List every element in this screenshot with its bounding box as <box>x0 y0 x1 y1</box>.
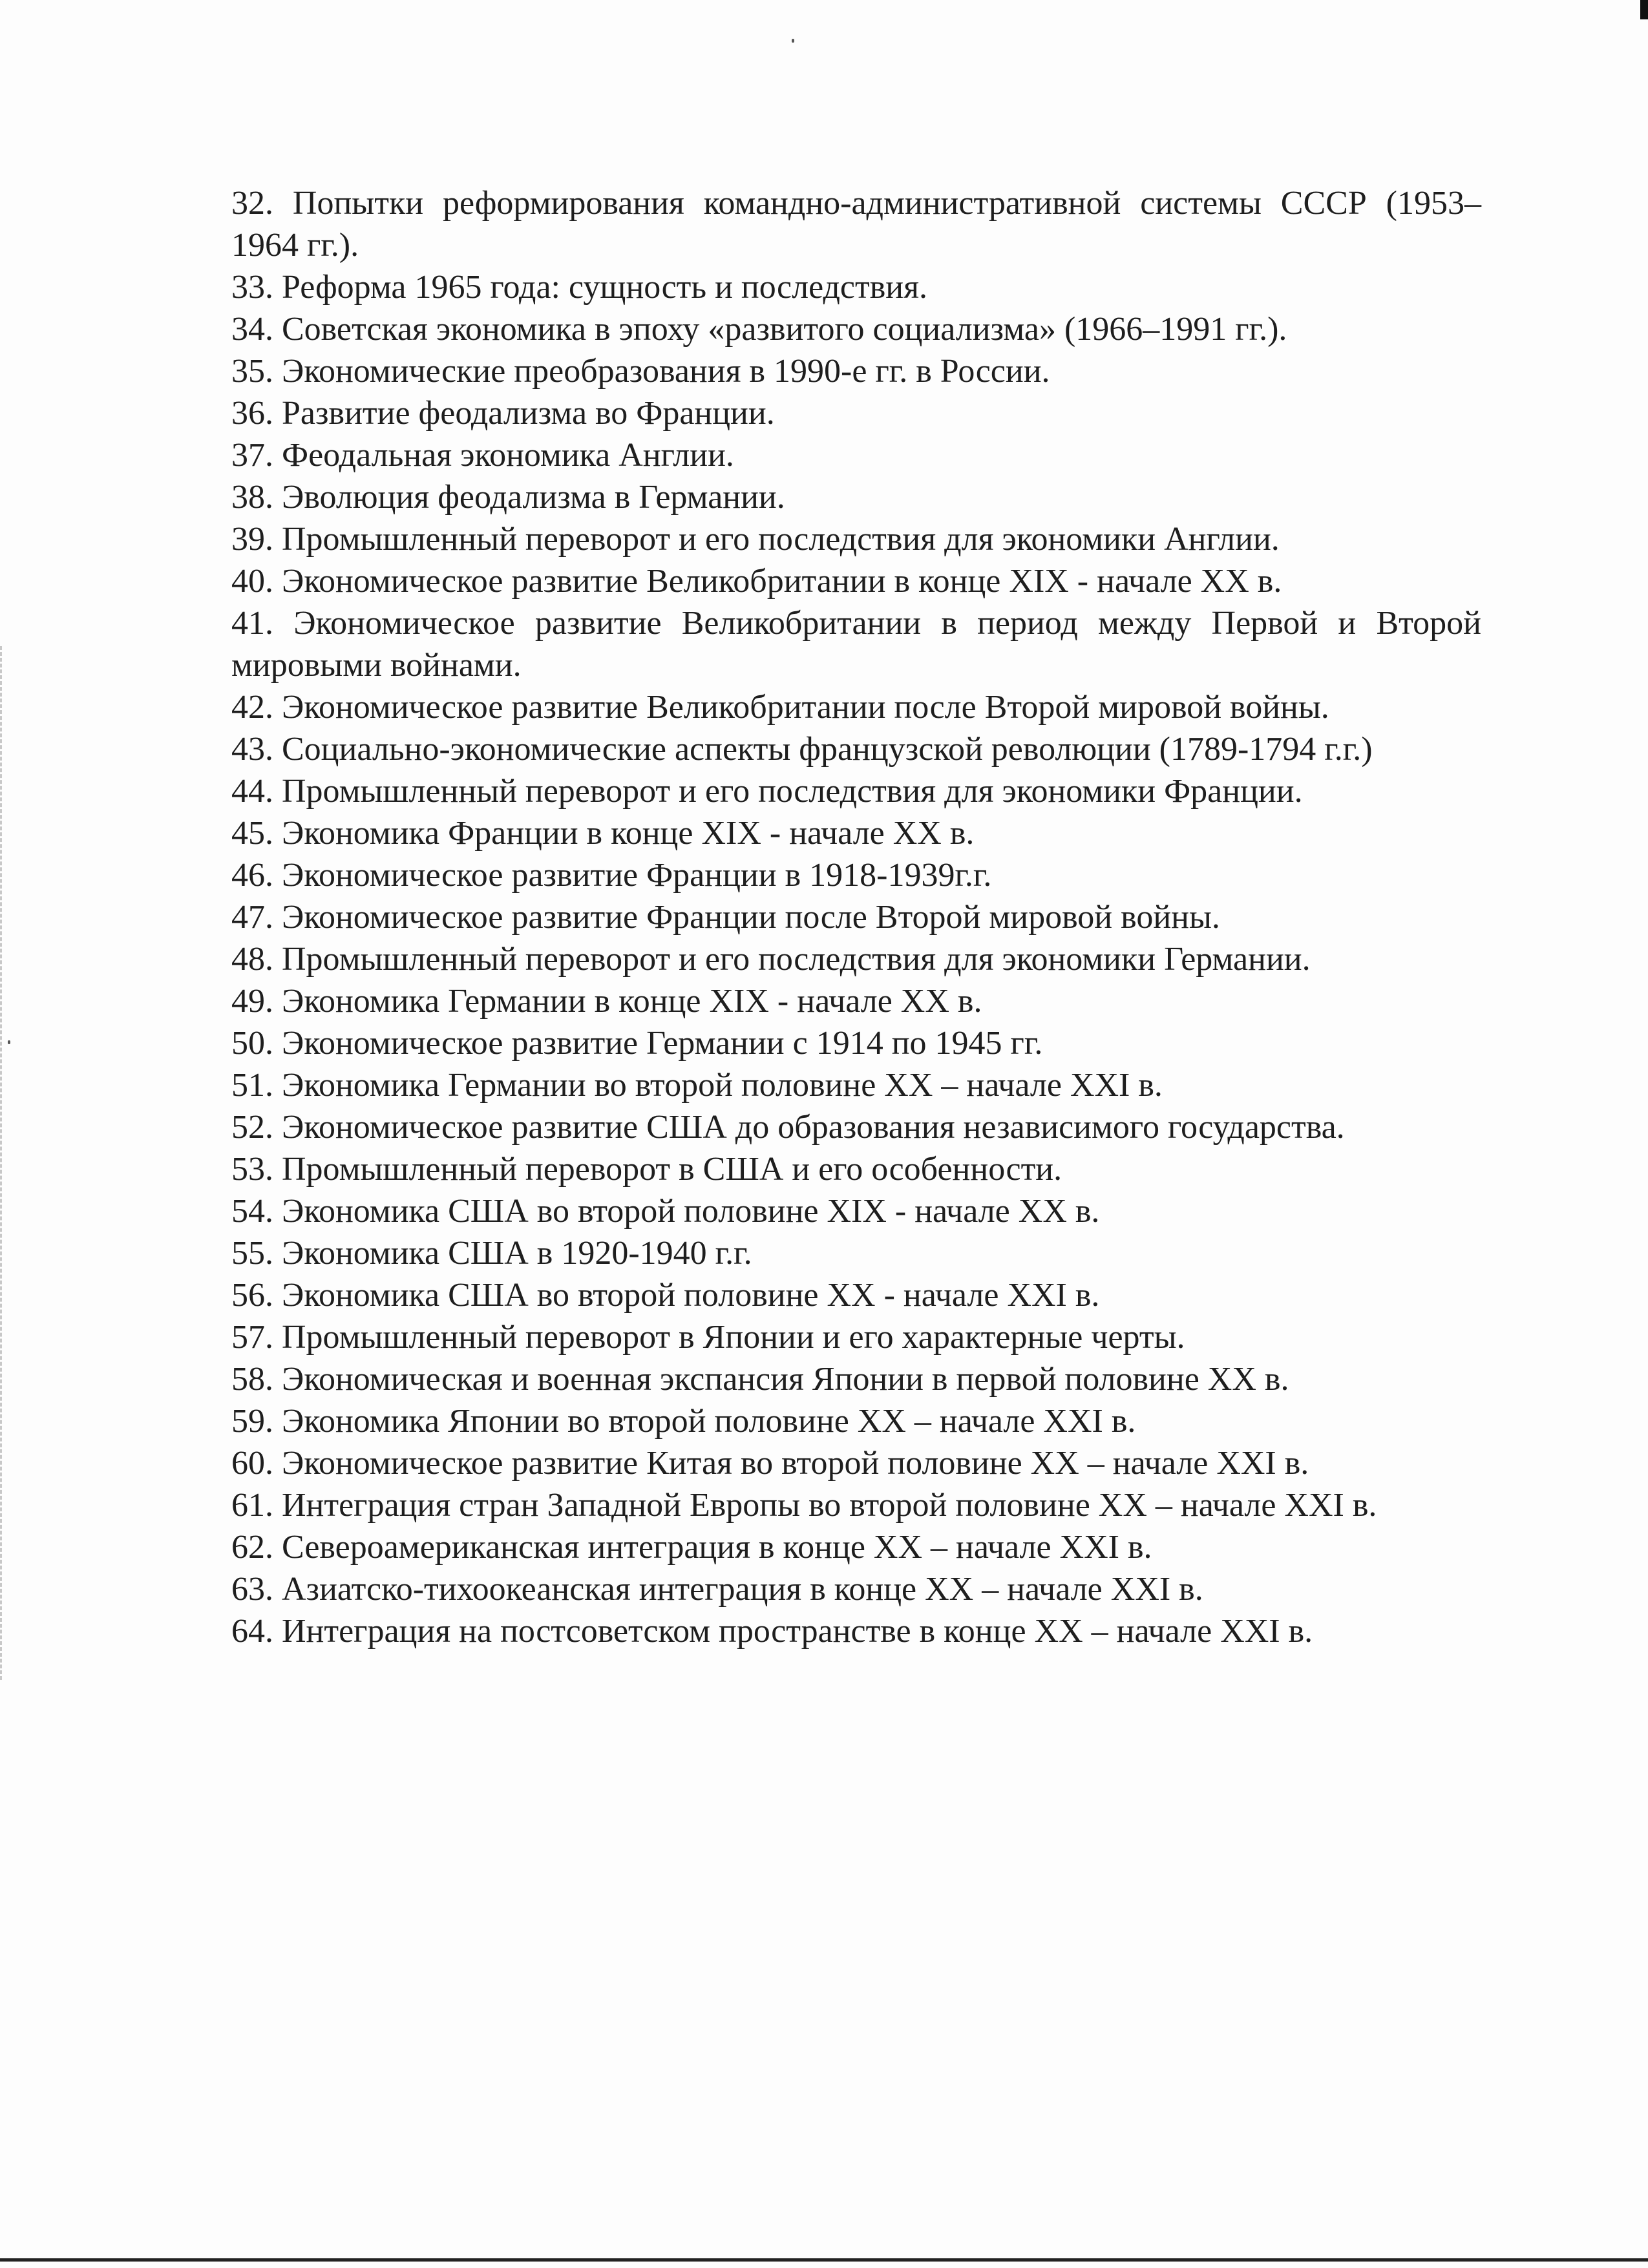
question-text: Советская экономика в эпоху «развитого социализма» (1966–1991 гг.). <box>282 311 1287 348</box>
question-number: 38. <box>231 479 273 516</box>
question-item <box>231 1442 1481 1484</box>
question-number: 35. <box>231 353 273 390</box>
question-number: 47. <box>231 899 273 936</box>
question-item <box>231 560 1481 602</box>
question-item <box>231 308 1481 350</box>
scan-margin-noise <box>0 646 6 1680</box>
question-text: Феодальная экономика Англии. <box>282 437 734 474</box>
question-item <box>231 1568 1481 1610</box>
question-number: 59. <box>231 1403 273 1440</box>
exam-question-list <box>231 182 1481 1652</box>
question-text: Экономика Японии во второй половине XX – начале XXI в. <box>282 1403 1136 1440</box>
question-number: 36. <box>231 395 273 432</box>
question-number: 40. <box>231 563 273 600</box>
question-text: Промышленный переворот в Японии и его характерные черты. <box>282 1319 1185 1356</box>
question-text: Промышленный переворот и его последствия для экономики Франции. <box>282 773 1303 810</box>
question-number: 58. <box>231 1361 273 1398</box>
question-text: Экономическое развитие Великобритании в период между Первой и Второй мировыми войнами. <box>231 605 1482 684</box>
question-number: 32. <box>231 185 273 222</box>
question-item <box>231 1484 1481 1526</box>
question-item <box>231 896 1481 938</box>
question-number: 34. <box>231 311 273 348</box>
question-text: Экономика США в 1920-1940 г.г. <box>282 1235 752 1272</box>
question-number: 62. <box>231 1529 273 1566</box>
question-text: Североамериканская интеграция в конце XX – начале XXI в. <box>282 1529 1152 1566</box>
question-text: Промышленный переворот в США и его особенности. <box>282 1151 1062 1188</box>
question-number: 48. <box>231 941 273 978</box>
question-item <box>231 980 1481 1022</box>
question-item <box>231 686 1481 728</box>
question-item <box>231 728 1481 770</box>
question-text: Экономика Германии в конце XIX - начале XX в. <box>282 983 982 1020</box>
question-item <box>231 854 1481 896</box>
question-text: Эволюция феодализма в Германии. <box>282 479 785 516</box>
question-text: Интеграция на постсоветском пространстве в конце XX – начале XXI в. <box>282 1613 1313 1650</box>
question-item <box>231 1064 1481 1106</box>
question-item <box>231 1232 1481 1274</box>
question-number: 44. <box>231 773 273 810</box>
question-number: 42. <box>231 689 273 726</box>
question-number: 41. <box>231 605 273 642</box>
question-text: Экономика США во второй половине XIX - начале XX в. <box>282 1193 1100 1230</box>
question-text: Экономическое развитие США до образования независимого государства. <box>282 1109 1345 1146</box>
question-number: 51. <box>231 1067 273 1104</box>
question-item <box>231 1400 1481 1442</box>
question-item <box>231 1358 1481 1400</box>
question-item <box>231 518 1481 560</box>
question-number: 46. <box>231 857 273 894</box>
question-number: 43. <box>231 731 273 768</box>
question-number: 54. <box>231 1193 273 1230</box>
question-text: Реформа 1965 года: сущность и последствия. <box>282 269 928 306</box>
question-text: Экономическая и военная экспансия Японии в первой половине XX в. <box>282 1361 1289 1398</box>
question-text: Промышленный переворот и его последствия для экономики Германии. <box>282 941 1311 978</box>
question-item <box>231 266 1481 308</box>
scan-speck <box>8 1040 10 1044</box>
question-number: 57. <box>231 1319 273 1356</box>
question-text: Азиатско-тихоокеанская интеграция в конце XX – начале XXI в. <box>282 1571 1203 1608</box>
question-item <box>231 770 1481 812</box>
question-text: Экономическое развитие Франции после Второй мировой войны. <box>282 899 1220 936</box>
question-text: Попытки реформирования командно-административной системы СССР (1953–1964 гг.). <box>231 185 1481 264</box>
question-text: Экономика США во второй половине XX - начале XXI в. <box>282 1277 1100 1314</box>
question-number: 50. <box>231 1025 273 1062</box>
scan-edge-mark <box>1640 0 1648 19</box>
question-text: Экономическое развитие Германии с 1914 по 1945 гг. <box>282 1025 1043 1062</box>
question-text: Экономические преобразования в 1990-е гг. в России. <box>282 353 1050 390</box>
question-number: 64. <box>231 1613 273 1650</box>
question-number: 39. <box>231 521 273 558</box>
question-text: Экономическое развитие Франции в 1918-1939г.г. <box>282 857 992 894</box>
question-number: 37. <box>231 437 273 474</box>
question-number: 60. <box>231 1445 273 1482</box>
question-number: 63. <box>231 1571 273 1608</box>
question-number: 55. <box>231 1235 273 1272</box>
question-number: 61. <box>231 1487 273 1524</box>
question-item <box>231 1610 1481 1652</box>
question-item <box>231 1316 1481 1358</box>
question-item <box>231 1526 1481 1568</box>
question-item <box>231 1274 1481 1316</box>
question-text: Развитие феодализма во Франции. <box>282 395 775 432</box>
question-item <box>231 350 1481 392</box>
question-text: Интеграция стран Западной Европы во второй половине XX – начале XXI в. <box>282 1487 1377 1524</box>
question-text: Экономика Германии во второй половине XX – начале XXI в. <box>282 1067 1163 1104</box>
question-item <box>231 434 1481 476</box>
question-text: Экономика Франции в конце XIX - начале XX в. <box>282 815 975 852</box>
question-item <box>231 1148 1481 1190</box>
question-item <box>231 1190 1481 1232</box>
question-text: Социально-экономические аспекты французской революции (1789-1794 г.г.) <box>282 731 1373 768</box>
question-item <box>231 476 1481 518</box>
question-item <box>231 938 1481 980</box>
question-number: 52. <box>231 1109 273 1146</box>
question-item <box>231 1022 1481 1064</box>
question-text: Экономическое развитие Великобритании в конце XIX - начале XX в. <box>282 563 1282 600</box>
question-item <box>231 182 1481 266</box>
question-item <box>231 1106 1481 1148</box>
question-text: Экономическое развитие Великобритании после Второй мировой войны. <box>282 689 1329 726</box>
scan-edge-line <box>0 2258 1648 2262</box>
question-text: Экономическое развитие Китая во второй половине XX – начале XXI в. <box>282 1445 1309 1482</box>
question-item <box>231 392 1481 434</box>
question-number: 49. <box>231 983 273 1020</box>
question-item <box>231 812 1481 854</box>
question-number: 33. <box>231 269 273 306</box>
question-item <box>231 602 1481 686</box>
question-text: Промышленный переворот и его последствия для экономики Англии. <box>282 521 1280 558</box>
question-number: 53. <box>231 1151 273 1188</box>
question-number: 56. <box>231 1277 273 1314</box>
question-number: 45. <box>231 815 273 852</box>
scan-speck <box>792 39 794 43</box>
